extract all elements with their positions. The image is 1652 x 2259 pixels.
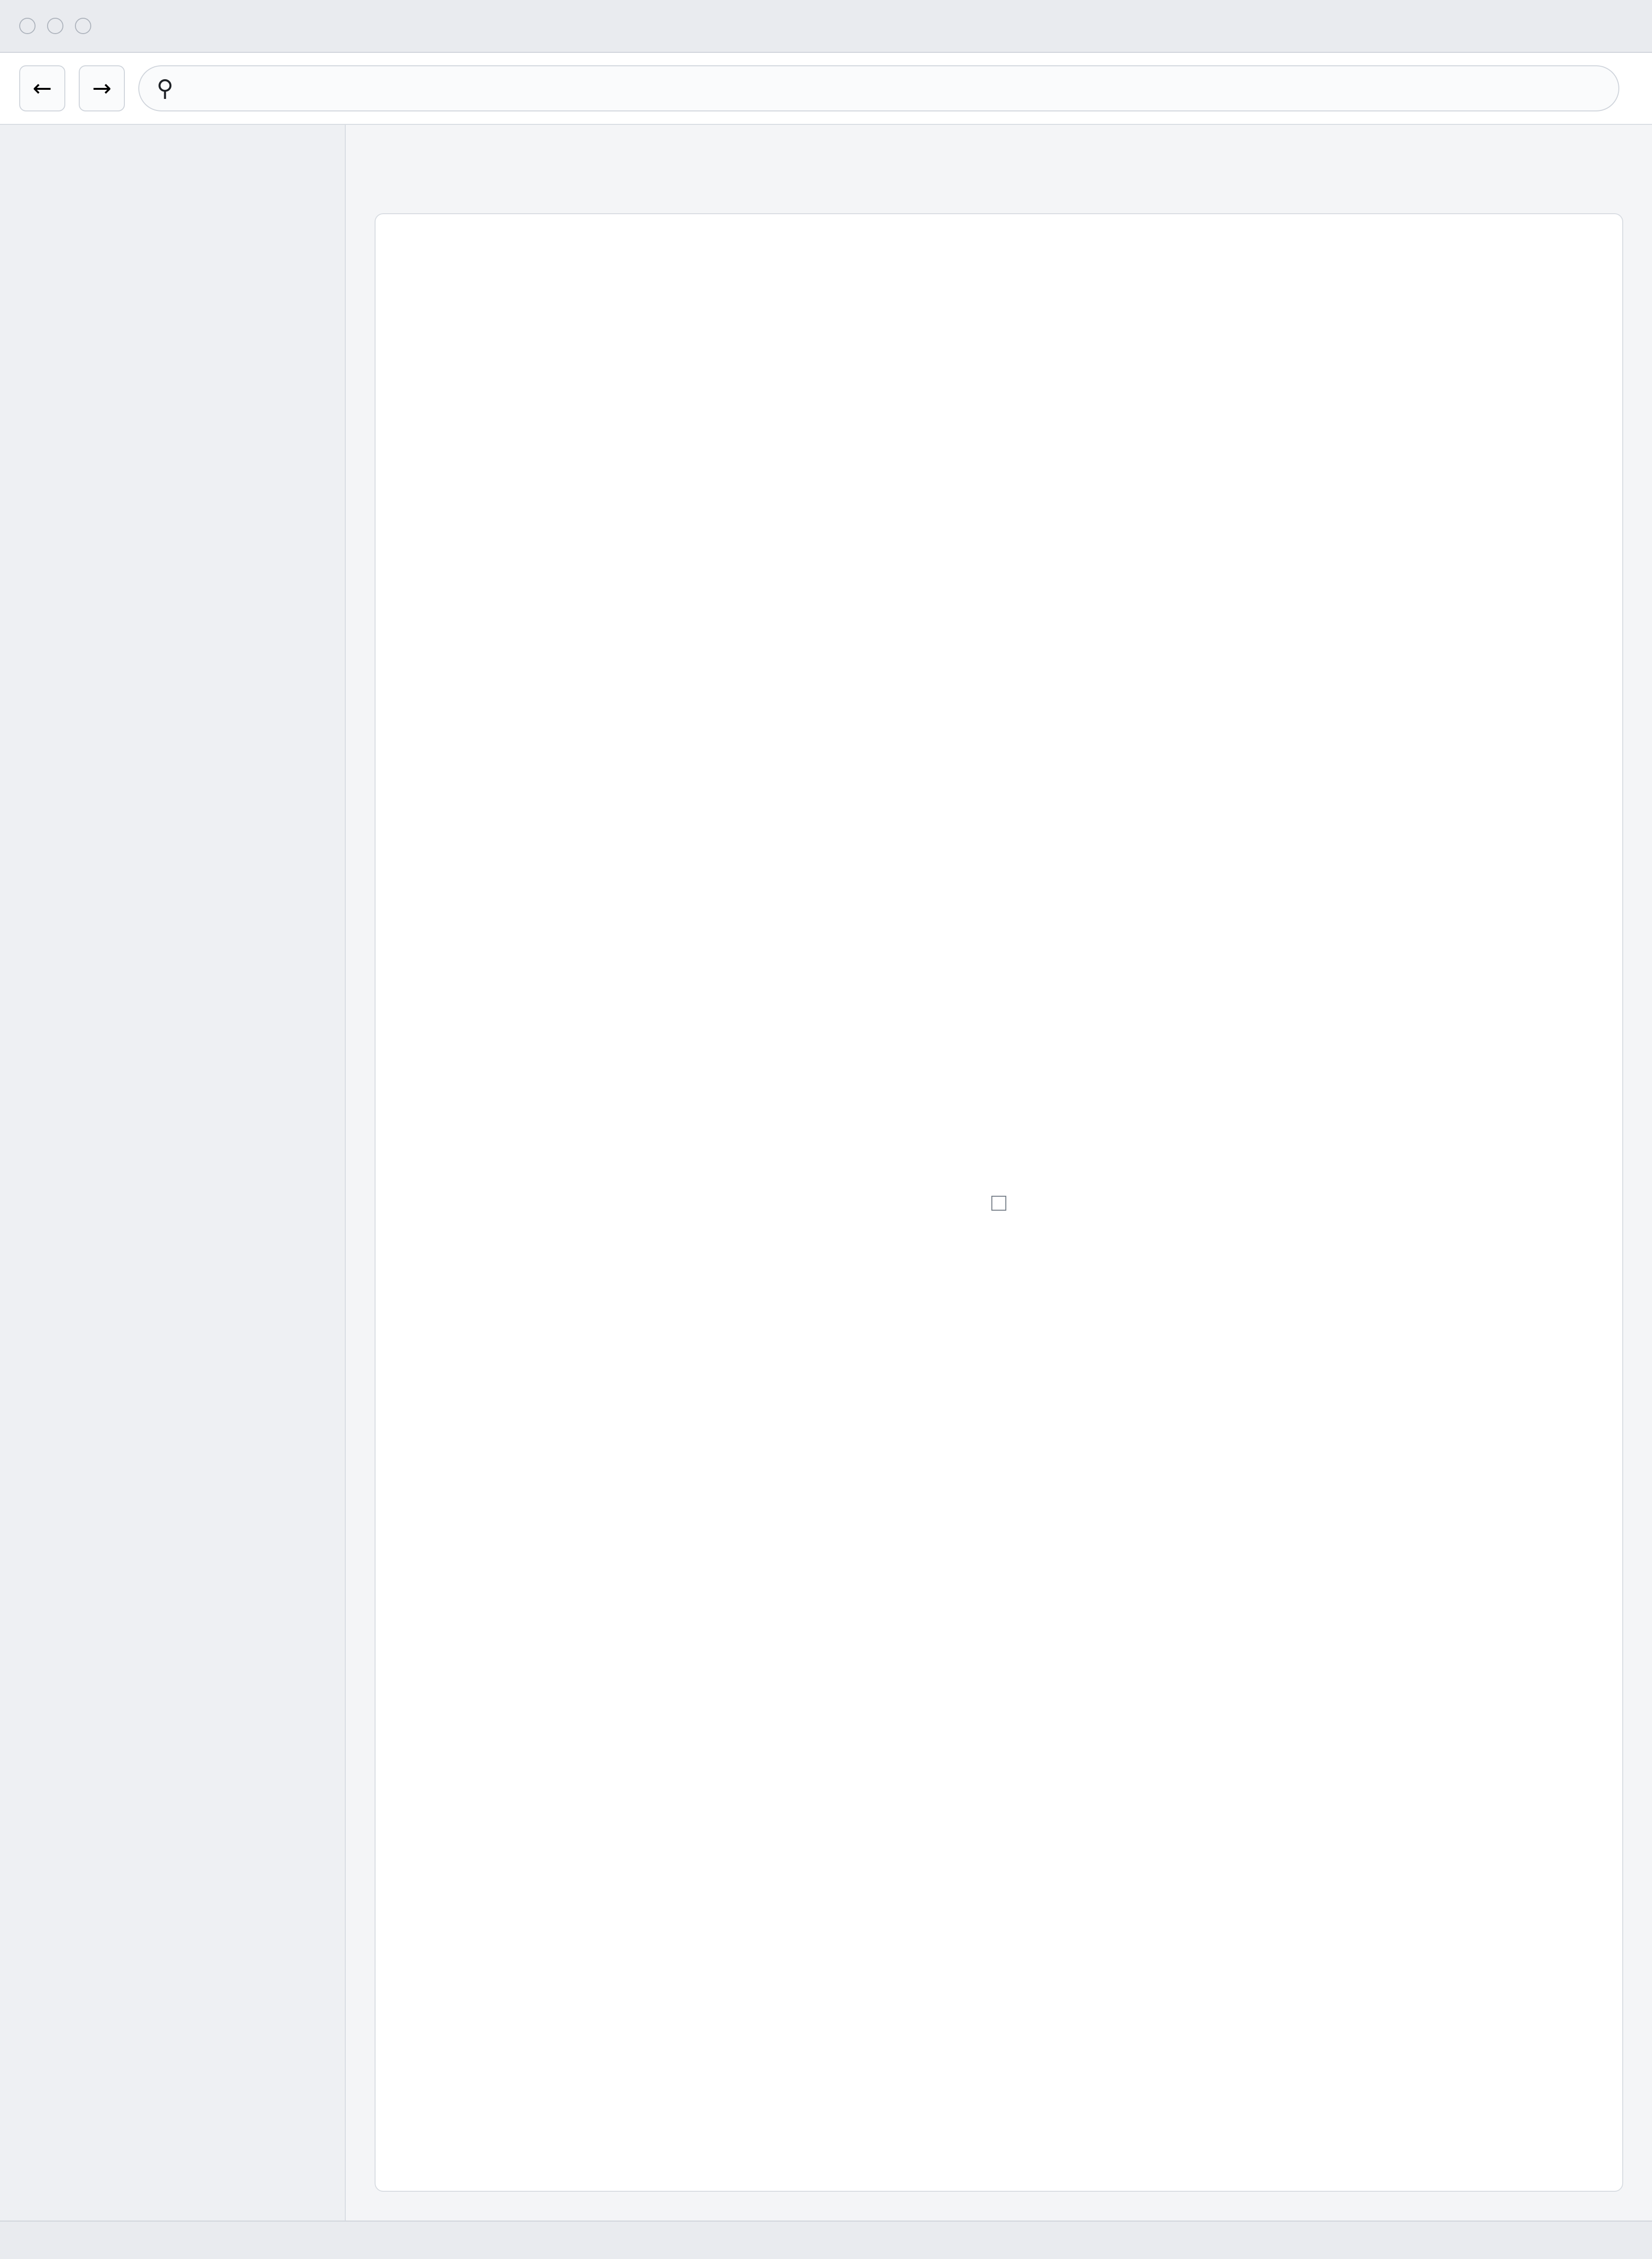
arrow-left-icon: ← bbox=[32, 75, 52, 102]
close-window-button[interactable] bbox=[19, 18, 36, 34]
forward-button[interactable] bbox=[79, 65, 125, 111]
status-bar bbox=[0, 2221, 1652, 2259]
search-icon: ⚲ bbox=[157, 75, 174, 102]
window-controls bbox=[19, 18, 91, 34]
search-box[interactable] bbox=[138, 65, 1619, 111]
maximize-window-button[interactable] bbox=[75, 18, 91, 34]
minimize-window-button[interactable] bbox=[47, 18, 63, 34]
content-area bbox=[0, 125, 1652, 2221]
search-input[interactable] bbox=[185, 77, 1601, 100]
back-button[interactable] bbox=[19, 65, 65, 111]
toolbar bbox=[0, 53, 1652, 125]
content-panel bbox=[375, 213, 1623, 2192]
main-panel bbox=[346, 125, 1652, 2221]
missing-image-note: □ bbox=[991, 1189, 1007, 1216]
sidebar-heading bbox=[19, 144, 326, 165]
arrow-right-icon: → bbox=[92, 75, 112, 102]
title-bar bbox=[0, 0, 1652, 53]
page-title bbox=[375, 154, 1623, 194]
sidebar bbox=[0, 125, 346, 2221]
